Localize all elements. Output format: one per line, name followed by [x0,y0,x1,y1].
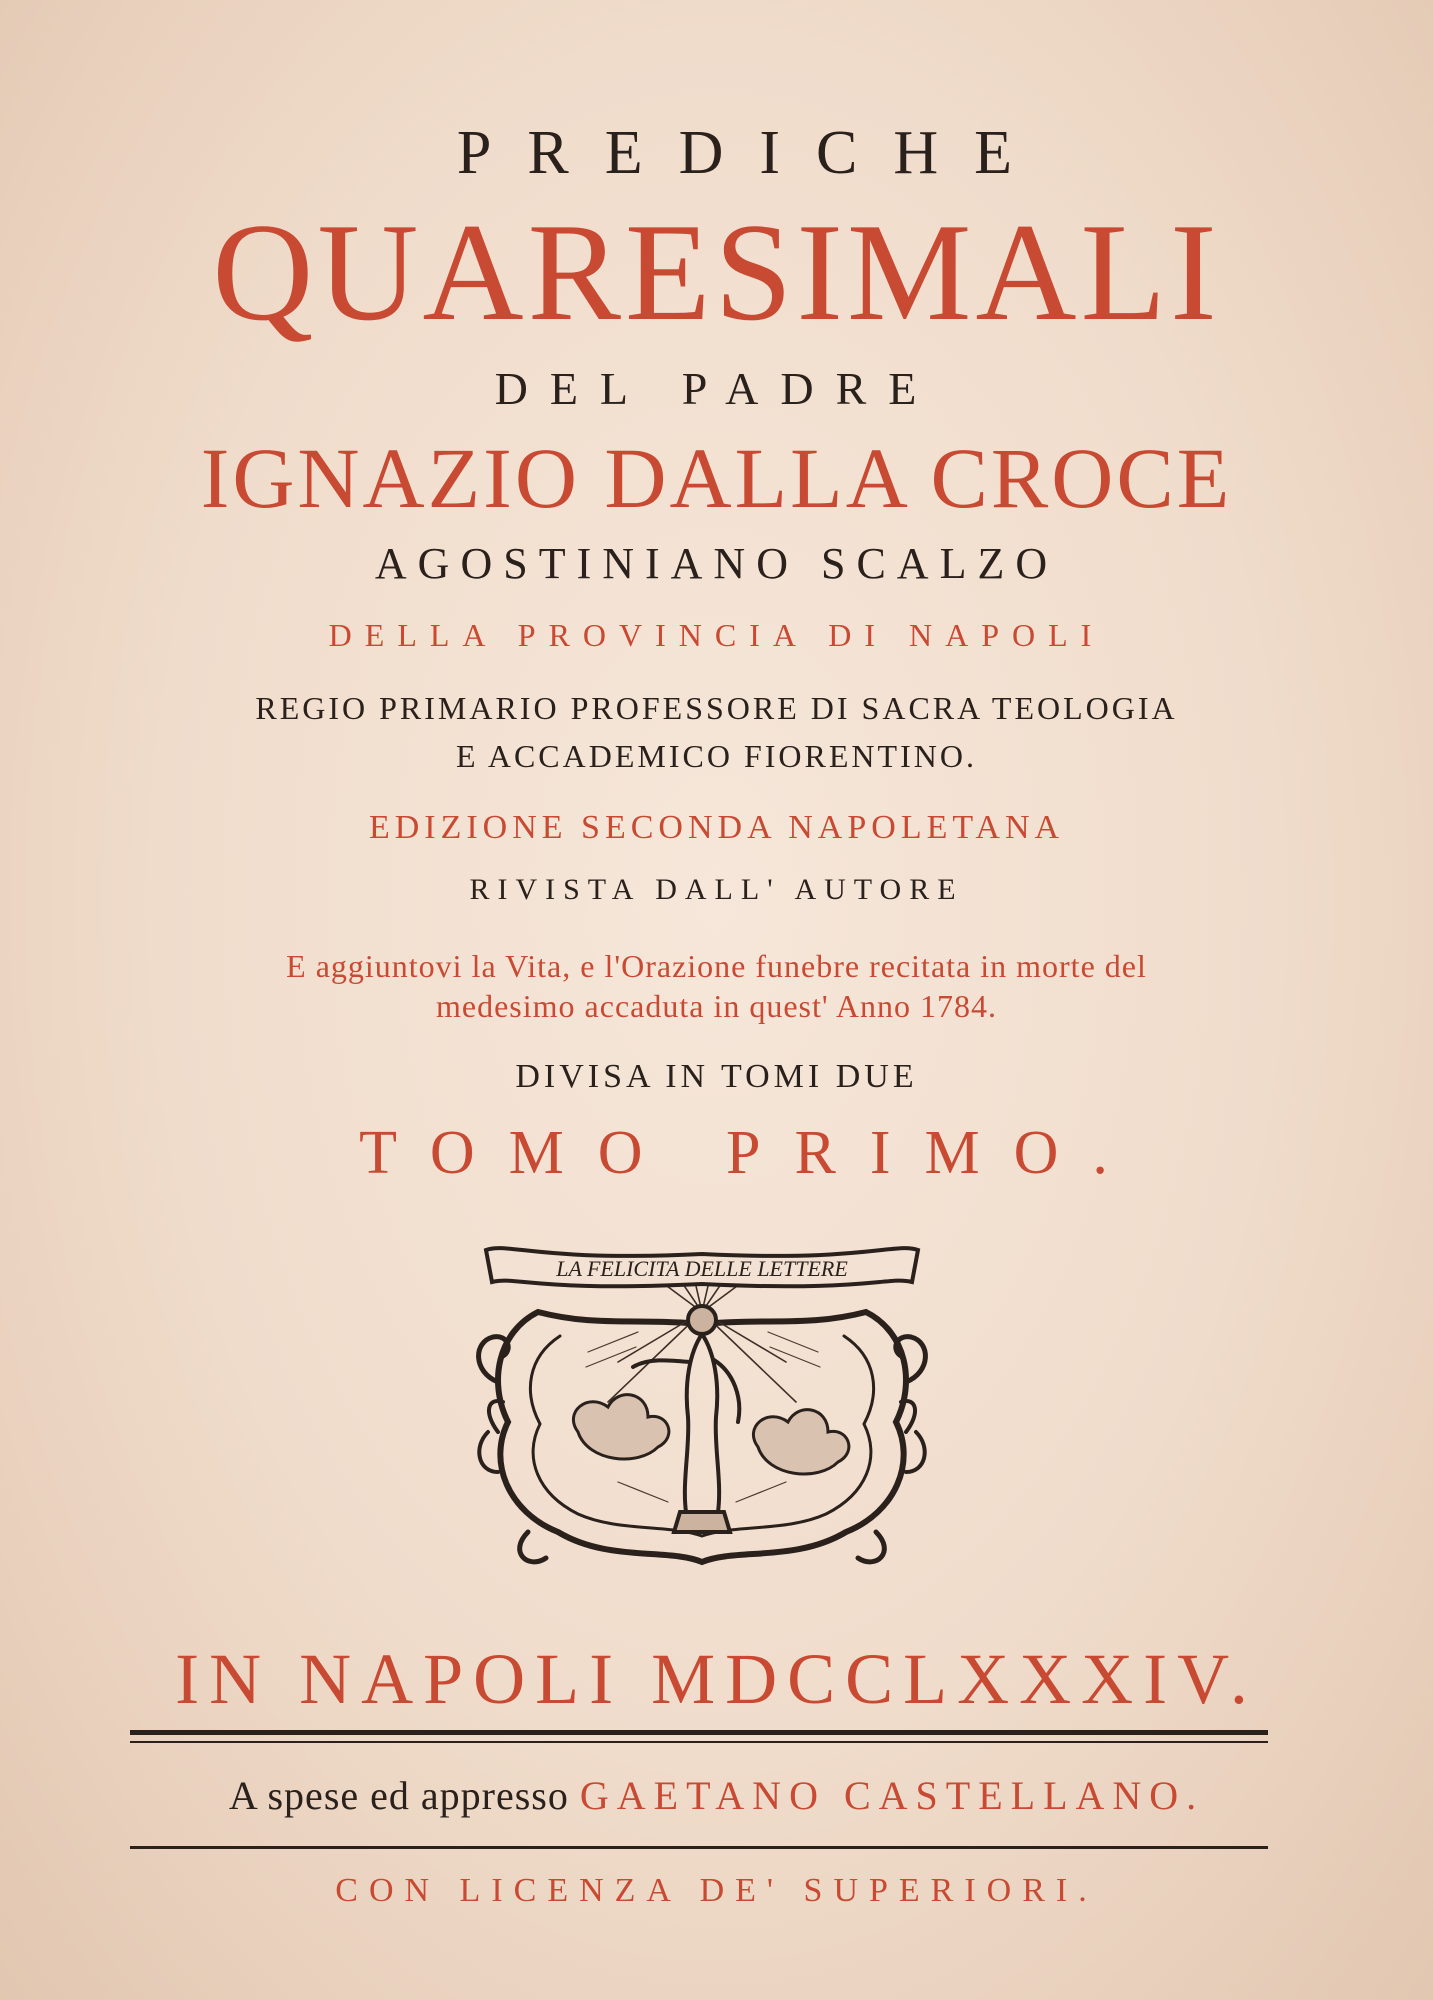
author-title-line-2: E ACCADEMICO FIORENTINO. [456,738,977,774]
title-line-prediche: PREDICHE [456,119,1049,187]
volume-number: TOMO PRIMO. [359,1119,1142,1187]
double-rule-thick [130,1730,1268,1735]
imprint [0,1772,1433,1819]
additions-line-1: E aggiuntovi la Vita, e l'Orazione funebre recitata in morte del [286,948,1147,984]
volume-division: DIVISA IN TOMI DUE [515,1058,918,1095]
title-line-quaresimali: QUARESIMALI [212,195,1221,350]
edition-statement: EDIZIONE SECONDA NAPOLETANA [368,809,1065,846]
license-statement: CON LICENZA DE' SUPERIORI. [335,1872,1098,1909]
author-title-line-1: REGIO PRIMARIO PROFESSORE DI SACRA TEOLOGIA [255,690,1178,726]
author-province: DELLA PROVINCIA DI NAPOLI [328,617,1105,653]
place-and-date: IN NAPOLI MDCCLXXXIV. [175,1639,1258,1719]
imprint-prefix: A spese ed appresso [228,1773,569,1818]
additions-line-2: medesimo accaduta in quest' Anno 1784. [436,988,997,1024]
vignette-motto: LA FELICITA DELLE LETTERE [556,1256,848,1281]
revision-statement: RIVISTA DALL' AUTORE [469,873,964,906]
double-rule-thin [130,1741,1268,1743]
author-order: AGOSTINIANO SCALZO [374,539,1059,588]
printer-device-vignette [468,1232,936,1576]
single-rule [130,1846,1268,1849]
title-line-del-padre: DEL PADRE [494,363,939,414]
imprint-printer: GAETANO CASTELLANO. [579,1773,1205,1818]
author-name: IGNAZIO DALLA CROCE [200,430,1233,526]
